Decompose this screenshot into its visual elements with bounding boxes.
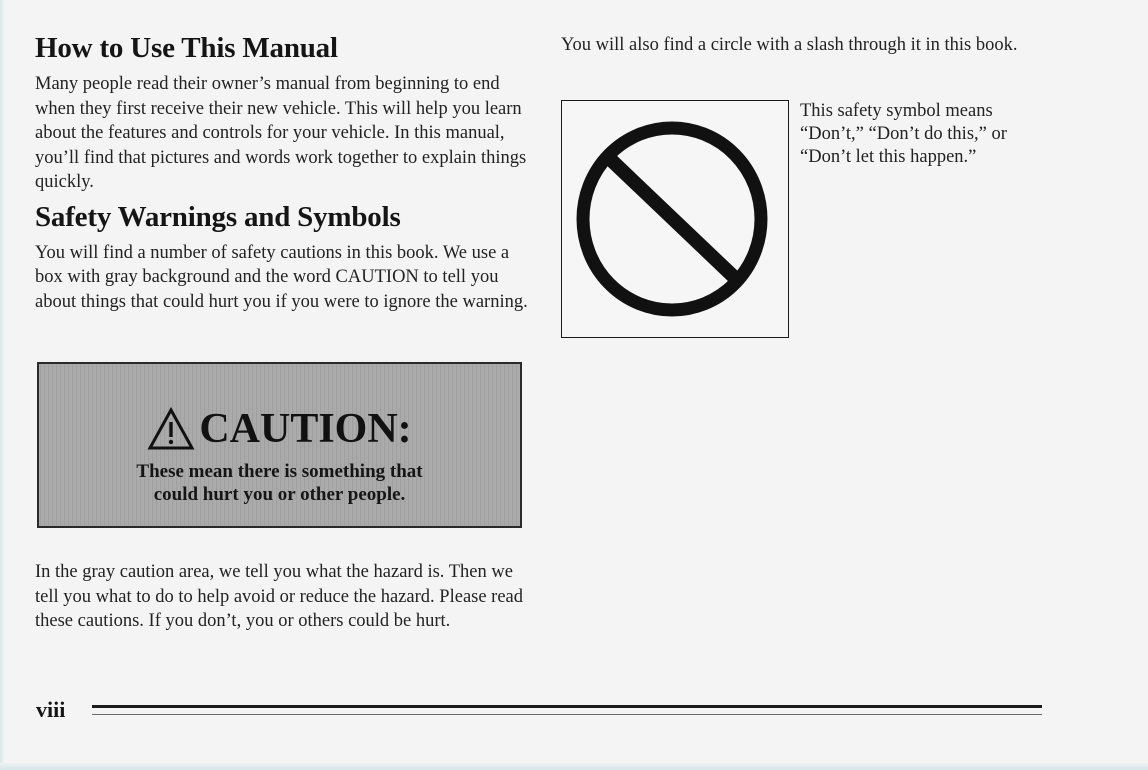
page-edge-left xyxy=(0,0,4,770)
warning-triangle-icon xyxy=(147,407,195,451)
symbol-caption-line-2: “Don’t,” “Don’t do this,” or xyxy=(800,124,1007,144)
heading-safety-warnings: Safety Warnings and Symbols xyxy=(35,200,401,233)
caution-line-2: could hurt you or other people. xyxy=(153,484,406,505)
after-caution-paragraph: In the gray caution area, we tell you what the hazard is. Then we tell you what to do to help avoid or reduce the hazard. Please read these cautions. If you don’t, you or others could be hurt. xyxy=(35,562,524,631)
symbol-caption-line-3: “Don’t let this happen.” xyxy=(800,147,977,167)
intro-paragraph: Many people read their owner’s manual from beginning to end when they first receive their new vehicle. This will help you learn about the features and controls for your vehicle. In this manual, you’ll find that pictures and words work together to explain things quickly. xyxy=(35,74,527,192)
symbol-caption-line-1: This safety symbol means xyxy=(800,101,993,121)
right-column xyxy=(561,33,1041,58)
heading-how-to-use: How to Use This Manual xyxy=(35,32,338,64)
right-intro-paragraph: You will also find a circle with a slash through it in this book. xyxy=(561,35,1018,55)
footer-rule-thin xyxy=(92,714,1042,715)
page-edge-bottom xyxy=(0,763,1148,770)
caution-body xyxy=(39,460,520,506)
page-number: viii xyxy=(36,697,66,722)
prohibition-symbol-frame xyxy=(561,100,789,338)
prohibition-circle-slash-icon xyxy=(562,101,787,336)
safety-paragraph: You will find a number of safety cautions in this book. We use a box with gray background and the word CAUTION to tell you about things that could hurt you if you were to ignore the warning. xyxy=(35,242,528,312)
after-caution-section xyxy=(35,560,530,634)
symbol-caption xyxy=(800,100,1050,169)
caution-title-row xyxy=(39,406,520,452)
caution-title: CAUTION: xyxy=(199,406,412,452)
footer-rule-thick xyxy=(92,705,1042,708)
caution-box xyxy=(37,362,522,528)
left-column xyxy=(35,30,530,314)
caution-line-1: These mean there is something that xyxy=(136,461,423,482)
